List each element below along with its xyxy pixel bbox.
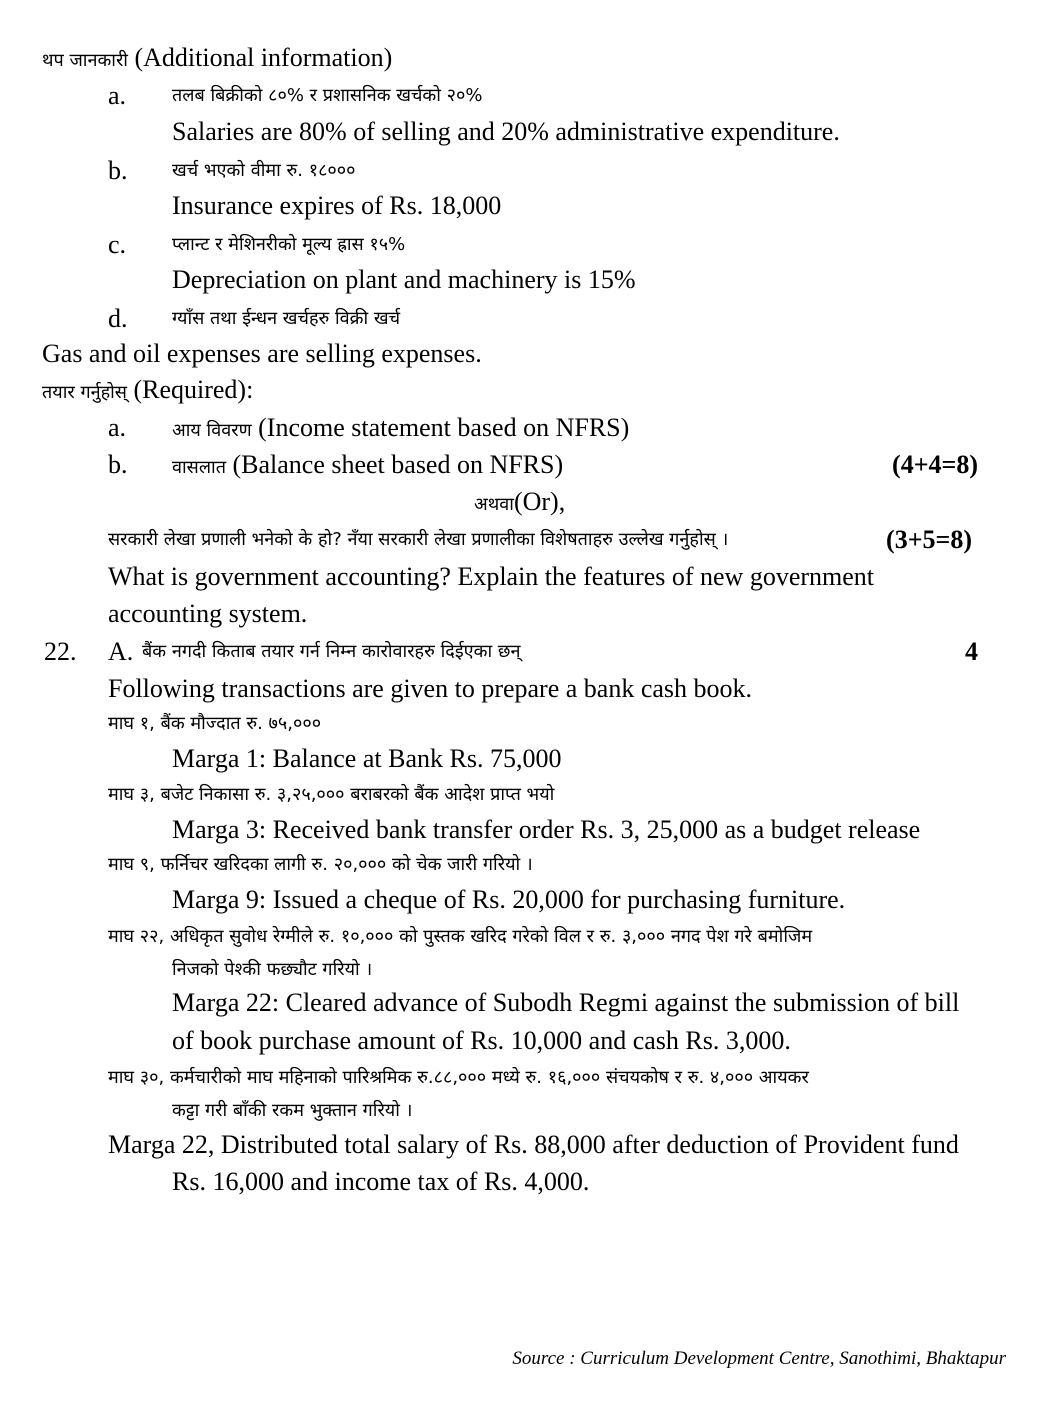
required-letter-a: a.: [108, 413, 127, 442]
gov-question-en-1: What is government accounting? Explain the features of new government: [108, 562, 875, 591]
required-letter-b: b.: [108, 450, 128, 479]
transaction-en-cont: of book purchase amount of Rs. 10,000 and cash Rs. 3,000.: [172, 1026, 791, 1055]
transaction-en: Marga 1: Balance at Bank Rs. 75,000: [172, 744, 562, 773]
info-b-np: खर्च भएको वीमा रु. १८०००: [172, 160, 356, 181]
info-c-np: प्लान्ट र मेशिनरीको मूल्य ह्रास १५%: [172, 234, 406, 255]
info-letter-c: c.: [108, 230, 127, 259]
transaction-np: माघ ९, फर्निचर खरिदका लागी रु. २०,००० को चेक जारी गरियो ।: [108, 854, 533, 875]
transaction-np-cont: निजको पेश्की फछ्यौट गरियो ।: [172, 959, 373, 980]
q22-part: A.: [108, 637, 134, 666]
transaction-np: माघ ३०, कर्मचारीको माघ महिनाको पारिश्रमिक रु.८८,००० मध्ये रु. १६,००० संचयकोष र रु. ४,००० आयकर: [108, 1067, 809, 1088]
info-letter-a: a.: [108, 81, 127, 110]
q22-marks: 4: [965, 637, 978, 666]
info-d-np: ग्याँस तथा ईन्धन खर्चहरु विक्री खर्च: [172, 308, 401, 329]
transaction-np: माघ १, बैंक मौज्दात रु. ७५,०००: [108, 713, 322, 734]
info-a-en: Salaries are 80% of selling and 20% administrative expenditure.: [172, 117, 840, 146]
q22-np: बैंक नगदी किताब तयार गर्न निम्न कारोवारहरु दिईएका छन्: [142, 641, 521, 662]
required-b: वासलात (Balance sheet based on NFRS): [172, 450, 564, 479]
gov-question-np: सरकारी लेखा प्रणाली भनेको के हो? नँया सरकारी लेखा प्रणालीका विशेषताहरु उल्लेख गर्नुहोस् ।: [108, 529, 729, 550]
or-divider: अथवा(Or),: [474, 487, 566, 516]
transaction-en-cont: Rs. 16,000 and income tax of Rs. 4,000.: [172, 1167, 590, 1196]
transaction-en: Marga 22: Cleared advance of Subodh Regmi against the submission of bill: [172, 988, 960, 1017]
q22-en: Following transactions are given to prepare a bank cash book.: [108, 674, 753, 703]
required-marks: (4+4=8): [892, 450, 978, 479]
required-a: आय विवरण (Income statement based on NFRS): [172, 413, 630, 442]
q22-number: 22.: [44, 637, 77, 666]
info-a-np: तलब बिक्रीको ८०% र प्रशासनिक खर्चको २०%: [172, 85, 483, 106]
additional-heading: थप जानकारी (Additional information): [42, 43, 393, 72]
source-note: Source : Curriculum Development Centre, Sanothimi, Bhaktapur: [512, 1348, 1006, 1369]
transaction-en: Marga 22, Distributed total salary of Rs. 88,000 after deduction of Provident fund: [108, 1130, 959, 1159]
info-letter-b: b.: [108, 156, 128, 185]
info-b-en: Insurance expires of Rs. 18,000: [172, 191, 502, 220]
required-heading: तयार गर्नुहोस् (Required):: [42, 375, 254, 404]
info-letter-d: d.: [108, 304, 128, 333]
info-c-en: Depreciation on plant and machinery is 15%: [172, 265, 636, 294]
gov-question-en-2: accounting system.: [108, 599, 308, 628]
transaction-en: Marga 3: Received bank transfer order Rs. 3, 25,000 as a budget release: [172, 815, 921, 844]
transaction-en: Marga 9: Issued a cheque of Rs. 20,000 for purchasing furniture.: [172, 885, 846, 914]
info-d-en: Gas and oil expenses are selling expenses.: [42, 339, 482, 368]
transaction-np: माघ ३, बजेट निकासा रु. ३,२५,००० बराबरको बैंक आदेश प्राप्त भयो: [108, 784, 555, 805]
gov-marks: (3+5=8): [886, 525, 972, 554]
transaction-np-cont: कट्टा गरी बाँकी रकम भुक्तान गरियो ।: [172, 1100, 413, 1121]
transaction-np: माघ २२, अधिकृत सुवोध रेग्मीले रु. १०,००० को पुस्तक खरिद गरेको विल र रु. ३,००० नगद पेश गरे बमोजिम: [108, 926, 813, 947]
